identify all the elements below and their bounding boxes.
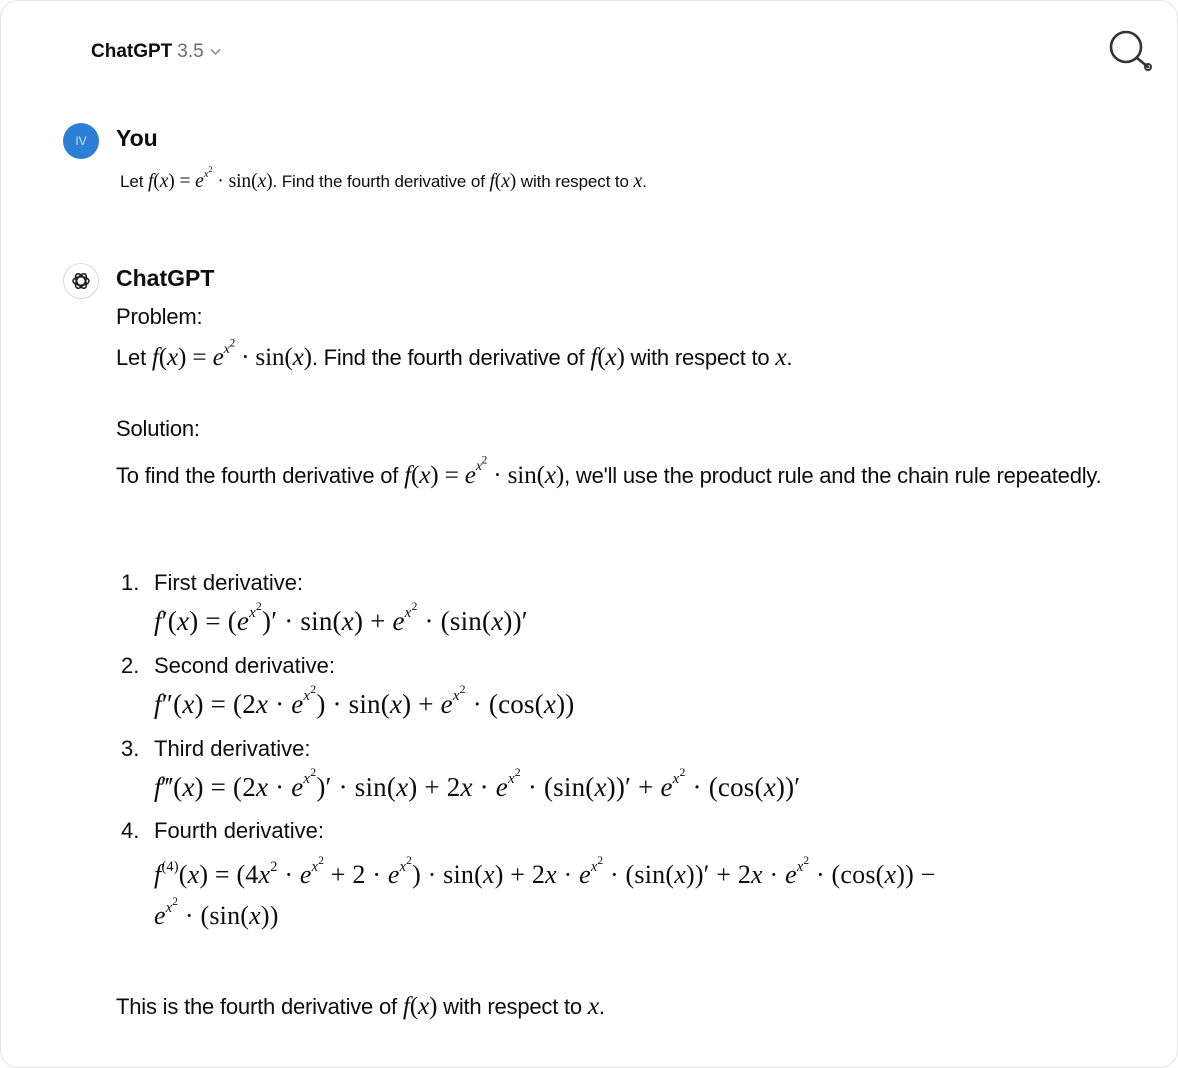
user-avatar-initials: IV <box>75 134 87 148</box>
user-author-label: You <box>116 125 158 151</box>
step-label: First derivative: <box>154 570 304 595</box>
step-label: Second derivative: <box>154 653 335 678</box>
step-label: Third derivative: <box>154 736 311 761</box>
user-message-render: Let $f(x) = e^{x^2} \cdot \sin(x)$. Find the fourth derivative of f(x) with respect to x. <box>120 164 647 192</box>
step-number: 1. <box>121 570 140 595</box>
solution-intro: To find the fourth derivative of $f(x) = e^{x^2} \cdot \sin(x)$, we'll use the product rule and the chain rule repeatedly. <box>116 454 1102 489</box>
step-equation: $f^{(4)}(x) = (4x^2 \cdot e^{x^2} + 2 \cdot e^{x^2}) \cdot \sin(x) + 2x \cdot e^{x^2} \cdot (\sin(x))' + 2x \cdot e^{x^2} \cdot (\cos(x))$ − $e^{x^2} \cdot (\sin(x))$ <box>154 855 936 930</box>
chevron-down-icon <box>210 48 221 56</box>
model-selector[interactable] <box>91 41 221 63</box>
conclusion-text: This is the fourth derivative of f(x) with respect to x. <box>116 992 605 1020</box>
assistant-avatar <box>63 263 99 299</box>
step-number: 3. <box>121 736 140 761</box>
openai-logo-icon <box>69 269 93 293</box>
model-version: 3.5 <box>177 41 204 62</box>
search-icon[interactable] <box>1105 27 1153 75</box>
user-message <box>120 164 647 193</box>
step-equation: f‴(x) = $(2x \cdot e^{x^2})' \cdot \sin(x) + 2x \cdot e^{x^2} \cdot (\sin(x))' + e^{x^2} \cdot (\cos(x))'$ <box>154 765 801 802</box>
solution-heading: Solution: <box>116 416 200 441</box>
problem-heading: Problem: <box>116 304 203 329</box>
problem-text: Let $f(x) = e^{x^2} \cdot \sin(x)$. Find the fourth derivative of f(x) with respect to x. <box>116 337 793 372</box>
step-number: 2. <box>121 653 140 678</box>
step-equation: $f'(x) = (e^{x^2})' \cdot \sin(x) + e^{x^2} \cdot (\sin(x))'$ <box>154 599 528 636</box>
assistant-author-label: ChatGPT <box>116 265 215 291</box>
model-name: ChatGPT <box>91 41 173 62</box>
step-number: 4. <box>121 818 140 843</box>
step-equation: $f''(x) = (2x \cdot e^{x^2}) \cdot \sin(x) + e^{x^2} \cdot (\cos(x))$ <box>154 682 575 719</box>
step-label: Fourth derivative: <box>154 818 324 843</box>
user-avatar <box>63 123 99 159</box>
